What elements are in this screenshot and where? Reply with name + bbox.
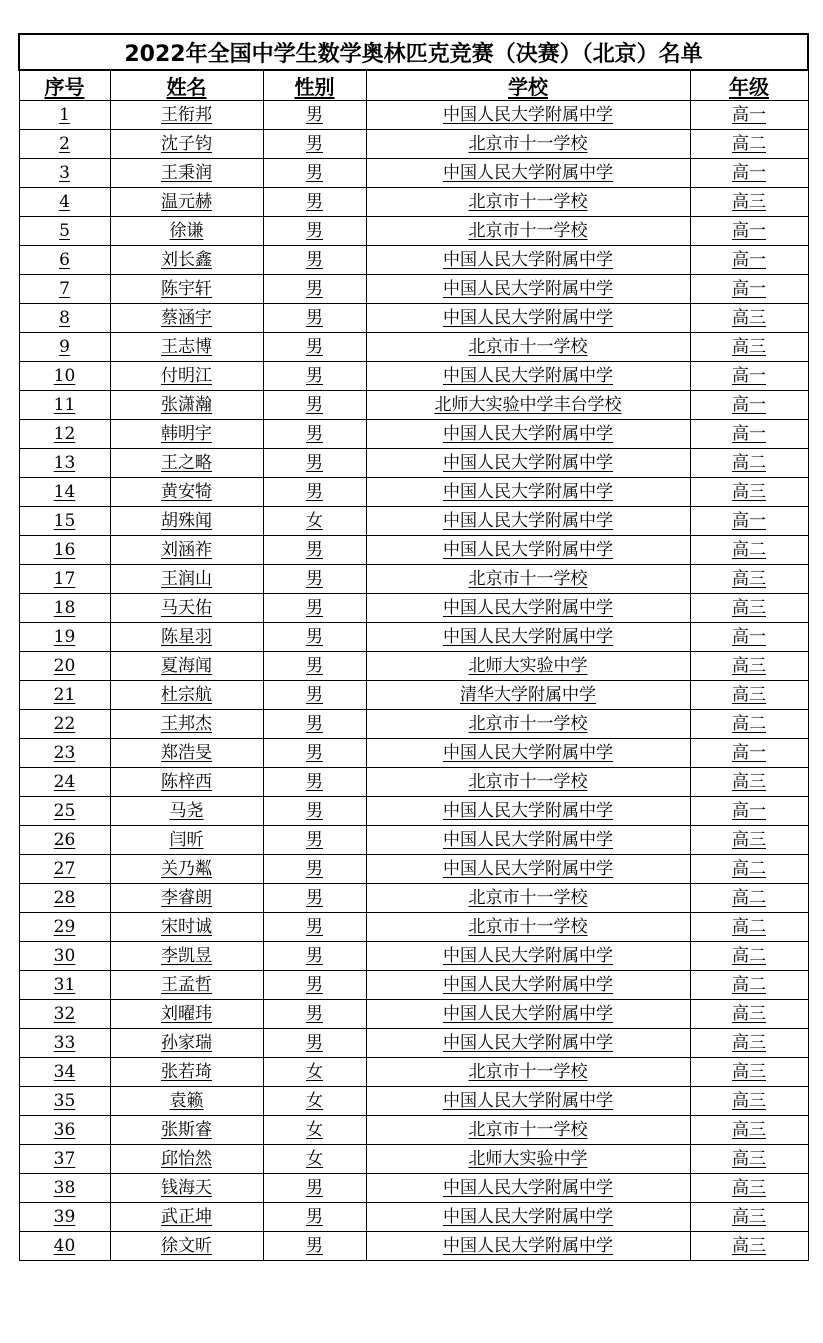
table-row — [19, 942, 808, 971]
cell-school: 中国人民大学附属中学 — [366, 449, 690, 478]
cell-gender: 男 — [263, 159, 366, 188]
cell-grade: 高一 — [690, 507, 808, 536]
table-row — [19, 739, 808, 768]
cell-school: 北师大实验中学 — [366, 1145, 690, 1174]
header-gender: 性别 — [263, 70, 366, 101]
cell-grade: 高三 — [690, 826, 808, 855]
table-row — [19, 1145, 808, 1174]
table-row — [19, 101, 808, 130]
cell-gender: 男 — [263, 449, 366, 478]
cell-no: 13 — [19, 449, 110, 478]
cell-gender: 男 — [263, 826, 366, 855]
table-row — [19, 1029, 808, 1058]
cell-gender: 女 — [263, 507, 366, 536]
cell-gender: 男 — [263, 420, 366, 449]
cell-school: 中国人民大学附属中学 — [366, 1029, 690, 1058]
cell-school: 中国人民大学附属中学 — [366, 797, 690, 826]
cell-gender: 男 — [263, 391, 366, 420]
cell-gender: 男 — [263, 1174, 366, 1203]
cell-name: 陈梓西 — [110, 768, 263, 797]
cell-gender: 男 — [263, 478, 366, 507]
table-row — [19, 333, 808, 362]
cell-name: 李凯昱 — [110, 942, 263, 971]
header-row — [19, 70, 808, 101]
cell-grade: 高三 — [690, 594, 808, 623]
roster-table — [18, 33, 809, 1261]
cell-name: 王之略 — [110, 449, 263, 478]
cell-gender: 男 — [263, 333, 366, 362]
table-row — [19, 855, 808, 884]
cell-school: 北京市十一学校 — [366, 130, 690, 159]
cell-no: 12 — [19, 420, 110, 449]
cell-gender: 男 — [263, 797, 366, 826]
table-row — [19, 507, 808, 536]
cell-no: 35 — [19, 1087, 110, 1116]
table-row — [19, 1000, 808, 1029]
cell-name: 孙家瑞 — [110, 1029, 263, 1058]
cell-gender: 男 — [263, 710, 366, 739]
header-school: 学校 — [366, 70, 690, 101]
table-row — [19, 1116, 808, 1145]
sheet-title: 2022年全国中学生数学奥林匹克竞赛（决赛）（北京）名单 — [19, 34, 808, 70]
table-row — [19, 246, 808, 275]
cell-grade: 高三 — [690, 1145, 808, 1174]
cell-school: 北京市十一学校 — [366, 1058, 690, 1087]
cell-no: 33 — [19, 1029, 110, 1058]
cell-name: 武正坤 — [110, 1203, 263, 1232]
cell-gender: 女 — [263, 1058, 366, 1087]
cell-gender: 男 — [263, 652, 366, 681]
cell-grade: 高三 — [690, 304, 808, 333]
cell-name: 夏海闻 — [110, 652, 263, 681]
cell-school: 中国人民大学附属中学 — [366, 1203, 690, 1232]
cell-name: 杜宗航 — [110, 681, 263, 710]
cell-no: 4 — [19, 188, 110, 217]
cell-no: 9 — [19, 333, 110, 362]
table-row — [19, 1058, 808, 1087]
cell-school: 中国人民大学附属中学 — [366, 159, 690, 188]
cell-gender: 男 — [263, 855, 366, 884]
cell-name: 李睿朗 — [110, 884, 263, 913]
cell-school: 中国人民大学附属中学 — [366, 942, 690, 971]
cell-no: 21 — [19, 681, 110, 710]
cell-no: 24 — [19, 768, 110, 797]
cell-no: 36 — [19, 1116, 110, 1145]
cell-name: 刘长鑫 — [110, 246, 263, 275]
cell-no: 6 — [19, 246, 110, 275]
cell-grade: 高一 — [690, 420, 808, 449]
cell-name: 沈子钧 — [110, 130, 263, 159]
cell-no: 27 — [19, 855, 110, 884]
cell-school: 北京市十一学校 — [366, 565, 690, 594]
table-row — [19, 565, 808, 594]
cell-no: 18 — [19, 594, 110, 623]
cell-name: 胡殊闻 — [110, 507, 263, 536]
cell-school: 中国人民大学附属中学 — [366, 971, 690, 1000]
table-row — [19, 391, 808, 420]
cell-grade: 高一 — [690, 159, 808, 188]
table-row — [19, 1203, 808, 1232]
cell-no: 15 — [19, 507, 110, 536]
cell-name: 王孟哲 — [110, 971, 263, 1000]
cell-school: 北京市十一学校 — [366, 884, 690, 913]
cell-name: 陈星羽 — [110, 623, 263, 652]
cell-name: 张若琦 — [110, 1058, 263, 1087]
cell-school: 北京市十一学校 — [366, 333, 690, 362]
cell-school: 中国人民大学附属中学 — [366, 1174, 690, 1203]
cell-name: 宋时诚 — [110, 913, 263, 942]
cell-no: 32 — [19, 1000, 110, 1029]
cell-grade: 高一 — [690, 797, 808, 826]
cell-no: 25 — [19, 797, 110, 826]
cell-grade: 高三 — [690, 565, 808, 594]
cell-name: 张斯睿 — [110, 1116, 263, 1145]
cell-no: 23 — [19, 739, 110, 768]
cell-name: 刘曜玮 — [110, 1000, 263, 1029]
cell-no: 22 — [19, 710, 110, 739]
cell-name: 温元赫 — [110, 188, 263, 217]
cell-gender: 男 — [263, 623, 366, 652]
cell-school: 中国人民大学附属中学 — [366, 1000, 690, 1029]
cell-gender: 女 — [263, 1087, 366, 1116]
cell-school: 中国人民大学附属中学 — [366, 275, 690, 304]
cell-grade: 高三 — [690, 1087, 808, 1116]
cell-no: 30 — [19, 942, 110, 971]
cell-school: 北京市十一学校 — [366, 710, 690, 739]
cell-grade: 高二 — [690, 913, 808, 942]
cell-name: 钱海天 — [110, 1174, 263, 1203]
cell-school: 中国人民大学附属中学 — [366, 478, 690, 507]
cell-no: 26 — [19, 826, 110, 855]
table-row — [19, 652, 808, 681]
cell-grade: 高二 — [690, 130, 808, 159]
table-row — [19, 362, 808, 391]
cell-name: 韩明宇 — [110, 420, 263, 449]
table-row — [19, 1087, 808, 1116]
table-row — [19, 536, 808, 565]
cell-school: 清华大学附属中学 — [366, 681, 690, 710]
cell-grade: 高一 — [690, 623, 808, 652]
cell-grade: 高一 — [690, 275, 808, 304]
cell-gender: 男 — [263, 217, 366, 246]
cell-gender: 男 — [263, 101, 366, 130]
cell-grade: 高三 — [690, 1058, 808, 1087]
cell-grade: 高二 — [690, 449, 808, 478]
table-row — [19, 623, 808, 652]
cell-school: 中国人民大学附属中学 — [366, 101, 690, 130]
cell-school: 中国人民大学附属中学 — [366, 594, 690, 623]
cell-grade: 高三 — [690, 1000, 808, 1029]
cell-school: 中国人民大学附属中学 — [366, 420, 690, 449]
cell-no: 38 — [19, 1174, 110, 1203]
cell-school: 中国人民大学附属中学 — [366, 304, 690, 333]
cell-gender: 女 — [263, 1145, 366, 1174]
cell-grade: 高一 — [690, 391, 808, 420]
cell-name: 闫昕 — [110, 826, 263, 855]
cell-grade: 高三 — [690, 1232, 808, 1261]
table-row — [19, 449, 808, 478]
cell-name: 王志博 — [110, 333, 263, 362]
cell-name: 张潇瀚 — [110, 391, 263, 420]
cell-no: 40 — [19, 1232, 110, 1261]
header-grade: 年级 — [690, 70, 808, 101]
table-row — [19, 971, 808, 1000]
cell-school: 北京市十一学校 — [366, 768, 690, 797]
cell-gender: 男 — [263, 304, 366, 333]
cell-gender: 男 — [263, 884, 366, 913]
table-row — [19, 913, 808, 942]
cell-grade: 高二 — [690, 971, 808, 1000]
cell-school: 中国人民大学附属中学 — [366, 826, 690, 855]
cell-no: 1 — [19, 101, 110, 130]
cell-school: 中国人民大学附属中学 — [366, 1232, 690, 1261]
cell-no: 5 — [19, 217, 110, 246]
cell-name: 徐谦 — [110, 217, 263, 246]
cell-school: 中国人民大学附属中学 — [366, 623, 690, 652]
cell-grade: 高三 — [690, 652, 808, 681]
cell-grade: 高三 — [690, 478, 808, 507]
cell-no: 3 — [19, 159, 110, 188]
cell-no: 20 — [19, 652, 110, 681]
cell-name: 黄安犄 — [110, 478, 263, 507]
cell-school: 北京市十一学校 — [366, 217, 690, 246]
cell-grade: 高三 — [690, 681, 808, 710]
cell-grade: 高三 — [690, 188, 808, 217]
table-row — [19, 1174, 808, 1203]
cell-gender: 男 — [263, 275, 366, 304]
cell-school: 北京市十一学校 — [366, 188, 690, 217]
cell-gender: 男 — [263, 739, 366, 768]
cell-name: 邱怡然 — [110, 1145, 263, 1174]
cell-gender: 男 — [263, 913, 366, 942]
cell-gender: 男 — [263, 565, 366, 594]
cell-no: 7 — [19, 275, 110, 304]
cell-grade: 高三 — [690, 333, 808, 362]
table-row — [19, 188, 808, 217]
header-name: 姓名 — [110, 70, 263, 101]
cell-gender: 男 — [263, 1000, 366, 1029]
cell-no: 34 — [19, 1058, 110, 1087]
cell-name: 王衔邦 — [110, 101, 263, 130]
cell-no: 10 — [19, 362, 110, 391]
cell-school: 中国人民大学附属中学 — [366, 1087, 690, 1116]
cell-no: 28 — [19, 884, 110, 913]
table-row — [19, 797, 808, 826]
table-row — [19, 478, 808, 507]
cell-name: 关乃粼 — [110, 855, 263, 884]
cell-grade: 高一 — [690, 739, 808, 768]
cell-no: 17 — [19, 565, 110, 594]
cell-name: 马天佑 — [110, 594, 263, 623]
cell-school: 中国人民大学附属中学 — [366, 739, 690, 768]
cell-name: 陈宇轩 — [110, 275, 263, 304]
table-row — [19, 217, 808, 246]
cell-gender: 男 — [263, 942, 366, 971]
cell-school: 中国人民大学附属中学 — [366, 246, 690, 275]
table-row — [19, 768, 808, 797]
cell-grade: 高三 — [690, 1029, 808, 1058]
table-row — [19, 594, 808, 623]
cell-school: 中国人民大学附属中学 — [366, 507, 690, 536]
table-row — [19, 304, 808, 333]
cell-school: 中国人民大学附属中学 — [366, 855, 690, 884]
cell-name: 徐文昕 — [110, 1232, 263, 1261]
cell-school: 北师大实验中学丰台学校 — [366, 391, 690, 420]
cell-gender: 男 — [263, 188, 366, 217]
cell-gender: 男 — [263, 362, 366, 391]
table-row — [19, 1232, 808, 1261]
cell-no: 2 — [19, 130, 110, 159]
cell-name: 马尧 — [110, 797, 263, 826]
cell-name: 刘涵祚 — [110, 536, 263, 565]
cell-gender: 男 — [263, 971, 366, 1000]
cell-name: 郑浩旻 — [110, 739, 263, 768]
cell-name: 王润山 — [110, 565, 263, 594]
cell-no: 16 — [19, 536, 110, 565]
cell-grade: 高三 — [690, 1174, 808, 1203]
cell-name: 袁籁 — [110, 1087, 263, 1116]
cell-no: 31 — [19, 971, 110, 1000]
header-no: 序号 — [19, 70, 110, 101]
cell-grade: 高二 — [690, 942, 808, 971]
cell-gender: 女 — [263, 1116, 366, 1145]
cell-grade: 高二 — [690, 710, 808, 739]
cell-school: 北师大实验中学 — [366, 652, 690, 681]
cell-no: 29 — [19, 913, 110, 942]
cell-grade: 高二 — [690, 884, 808, 913]
cell-grade: 高一 — [690, 217, 808, 246]
cell-gender: 男 — [263, 1203, 366, 1232]
cell-grade: 高三 — [690, 1203, 808, 1232]
cell-grade: 高一 — [690, 101, 808, 130]
cell-no: 11 — [19, 391, 110, 420]
cell-no: 14 — [19, 478, 110, 507]
table-row — [19, 826, 808, 855]
table-row — [19, 159, 808, 188]
cell-gender: 男 — [263, 681, 366, 710]
cell-gender: 男 — [263, 594, 366, 623]
cell-grade: 高三 — [690, 768, 808, 797]
cell-school: 中国人民大学附属中学 — [366, 362, 690, 391]
table-row — [19, 130, 808, 159]
cell-gender: 男 — [263, 768, 366, 797]
cell-name: 王秉润 — [110, 159, 263, 188]
cell-school: 中国人民大学附属中学 — [366, 536, 690, 565]
table-row — [19, 710, 808, 739]
table-row — [19, 681, 808, 710]
cell-gender: 男 — [263, 536, 366, 565]
cell-no: 37 — [19, 1145, 110, 1174]
cell-school: 北京市十一学校 — [366, 913, 690, 942]
cell-no: 39 — [19, 1203, 110, 1232]
cell-no: 19 — [19, 623, 110, 652]
cell-name: 王邦杰 — [110, 710, 263, 739]
title-row — [19, 34, 808, 70]
cell-grade: 高一 — [690, 246, 808, 275]
cell-name: 付明江 — [110, 362, 263, 391]
cell-grade: 高二 — [690, 855, 808, 884]
table-row — [19, 420, 808, 449]
cell-grade: 高二 — [690, 536, 808, 565]
cell-gender: 男 — [263, 246, 366, 275]
cell-gender: 男 — [263, 1029, 366, 1058]
cell-grade: 高一 — [690, 362, 808, 391]
table-row — [19, 275, 808, 304]
cell-gender: 男 — [263, 1232, 366, 1261]
cell-name: 蔡涵宇 — [110, 304, 263, 333]
table-row — [19, 884, 808, 913]
cell-school: 北京市十一学校 — [366, 1116, 690, 1145]
cell-grade: 高三 — [690, 1116, 808, 1145]
cell-gender: 男 — [263, 130, 366, 159]
cell-no: 8 — [19, 304, 110, 333]
